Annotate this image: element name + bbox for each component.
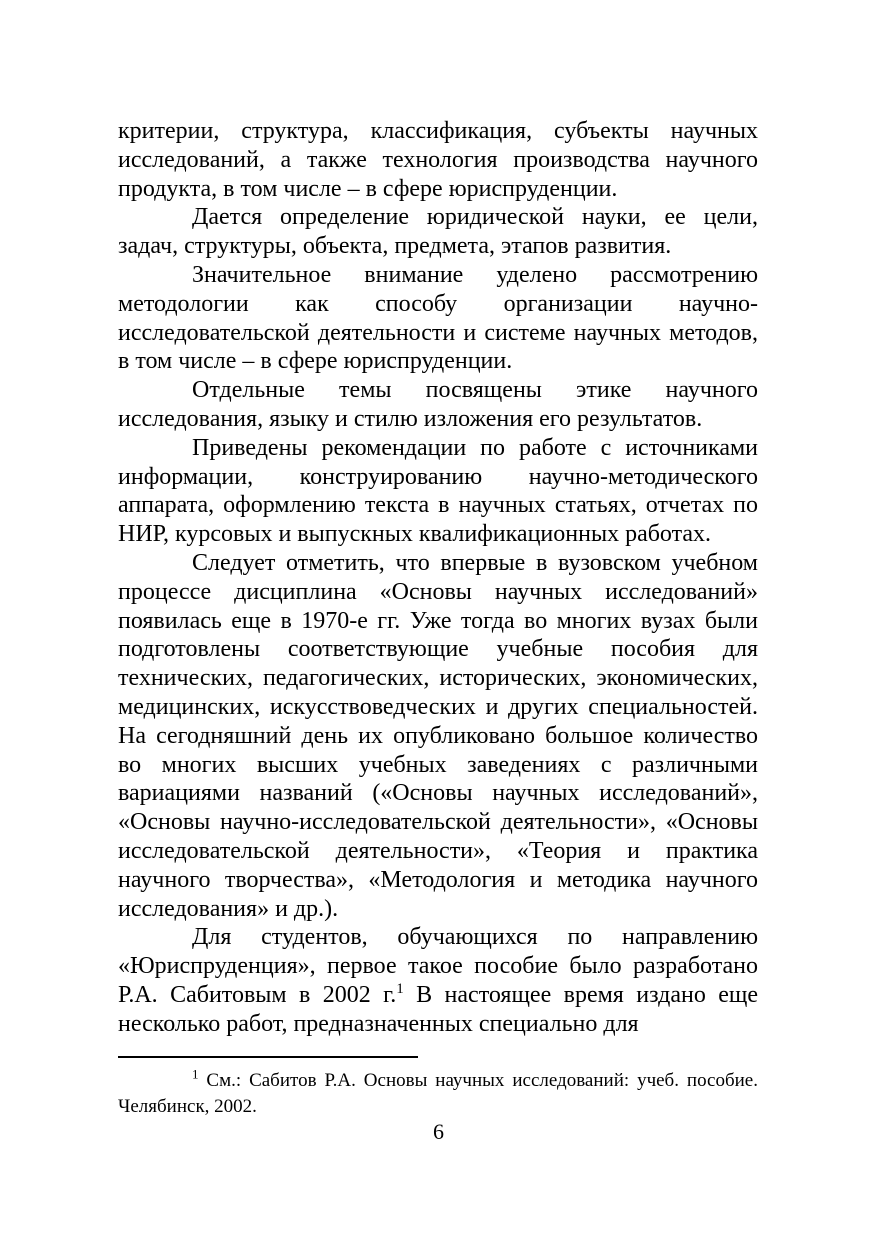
- footnote-reference[interactable]: 1: [396, 980, 404, 997]
- footnote-separator: [118, 1056, 418, 1058]
- footnote-mark: 1: [192, 1066, 199, 1082]
- page-body: [118, 117, 758, 1039]
- paragraph-3: Значительное внимание уделено рассмотрению методологии как способу организации научно-исследовательской деятельности и системе научных методов, в том числе – в сфере юриспруденции.: [118, 261, 758, 375]
- paragraph-7: [118, 923, 758, 1038]
- paragraph-7-text-after: В настоящее время издано еще несколько работ, предназначенных специально для: [118, 981, 758, 1037]
- footnote-text: См.: Сабитов Р.А. Основы научных исследований: учеб. пособие. Челябинск, 2002.: [118, 1070, 758, 1117]
- paragraph-1: критерии, структура, классификация, субъекты научных исследований, а также технология производства научного продукта, в том числе – в сфере юриспруденции.: [118, 118, 758, 202]
- paragraph-2: Дается определение юридической науки, ее цели, задач, структуры, объекта, предмета, этапов развития.: [118, 204, 758, 260]
- page-number: 6: [433, 1119, 444, 1144]
- paragraph-4: Отдельные темы посвящены этике научного исследования, языку и стилю изложения его результатов.: [118, 377, 758, 432]
- paragraph-5: Приведены рекомендации по работе с источниками информации, конструированию научно-методического аппарата, оформлению текста в научных статьях, отчетах по НИР, курсовых и выпускных квалификационных работах.: [118, 434, 758, 548]
- paragraph-6: Следует отметить, что впервые в вузовском учебном процессе дисциплина «Основы научных исследований» появилась еще в 1970-е гг. Уже тогда во многих вузах были подготовлены соответствующие учебные пособия для технических, педагогических, исторических, экономических, медицинских, искусствоведческих и других специальностей. На сегодняшний день их опубликовано большое количество во многих высших учебных заведениях с различными вариациями названий («Основы научных исследований», «Основы научно-исследовательской деятельности», «Основы исследовательской деятельности», «Теория и практика научного творчества», «Методология и методика научного исследования» и др.).: [118, 549, 758, 922]
- paragraph-7-text-before: Для студентов, обучающихся по направлению «Юриспруденция», первое такое пособие было разработано Р.А. Сабитовым в 2002 г.: [118, 924, 758, 1008]
- footnote: [118, 1068, 758, 1120]
